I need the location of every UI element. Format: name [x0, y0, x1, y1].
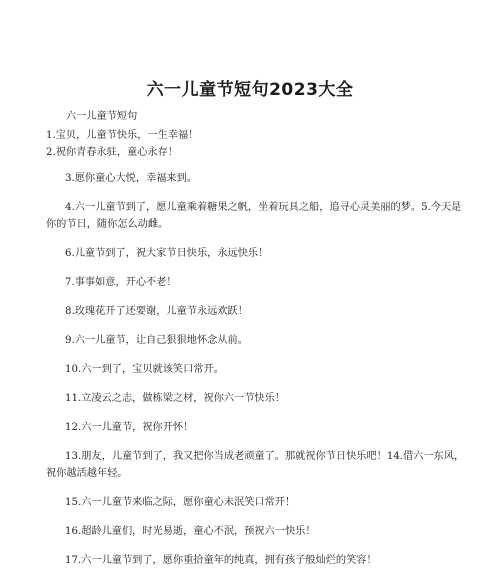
paragraph-12: 12.六一儿童节，祝你开怀！: [65, 422, 194, 433]
paragraph-3: 3.愿你童心大悦，幸福来到。: [65, 173, 197, 184]
document-body: [46, 108, 466, 569]
text-line-1: 1.宝贝，儿童节快乐，一生幸福！: [46, 130, 199, 141]
paragraph-15: 15.六一儿童节来临之际，愿你童心未泯笑口常开！: [65, 497, 296, 508]
paragraph-10: 10.六一到了，宝贝就该笑口常开。: [65, 364, 224, 375]
paragraph-17: 17.六一儿童节到了，愿你重拾童年的纯真，拥有孩子般灿烂的笑容！: [65, 555, 377, 566]
paragraph-16: 16.超龄儿童们，时光易逝，童心不泯，预祝六一快乐！: [65, 526, 316, 537]
text-line-2: 2.祝你青春永驻，童心永存！: [46, 147, 178, 158]
paragraph-13: 13.朋友，儿童节到了，我又把你当成老顽童了。那就祝你节日快乐吧！14.借六一东风，祝你越活越年轻。: [46, 451, 465, 479]
paragraph-8: 8.玫瑰花开了还要谢，儿童节永远欢跃！: [65, 306, 248, 317]
paragraph-11: 11.立凌云之志，做栋梁之材，祝你六一节快乐！: [65, 393, 285, 404]
paragraph-6: 6.儿童节到了，祝大家节日快乐，永远快乐！: [65, 248, 269, 259]
paragraph-4: 4.六一儿童节到了，愿儿童乘着糖果之帆，坐着玩具之船，追寻心灵美丽的梦。5.今天是你的节日，随你怎么动雌。: [46, 202, 462, 230]
paragraph-9: 9.六一儿童节，让自己狠狠地怀念从前。: [65, 335, 248, 346]
paragraph-7: 7.事事如意，开心不老！: [65, 277, 177, 288]
document-title: 六一儿童节短句2023大全: [146, 80, 354, 100]
section-subheading: 六一儿童节短句: [66, 111, 138, 122]
